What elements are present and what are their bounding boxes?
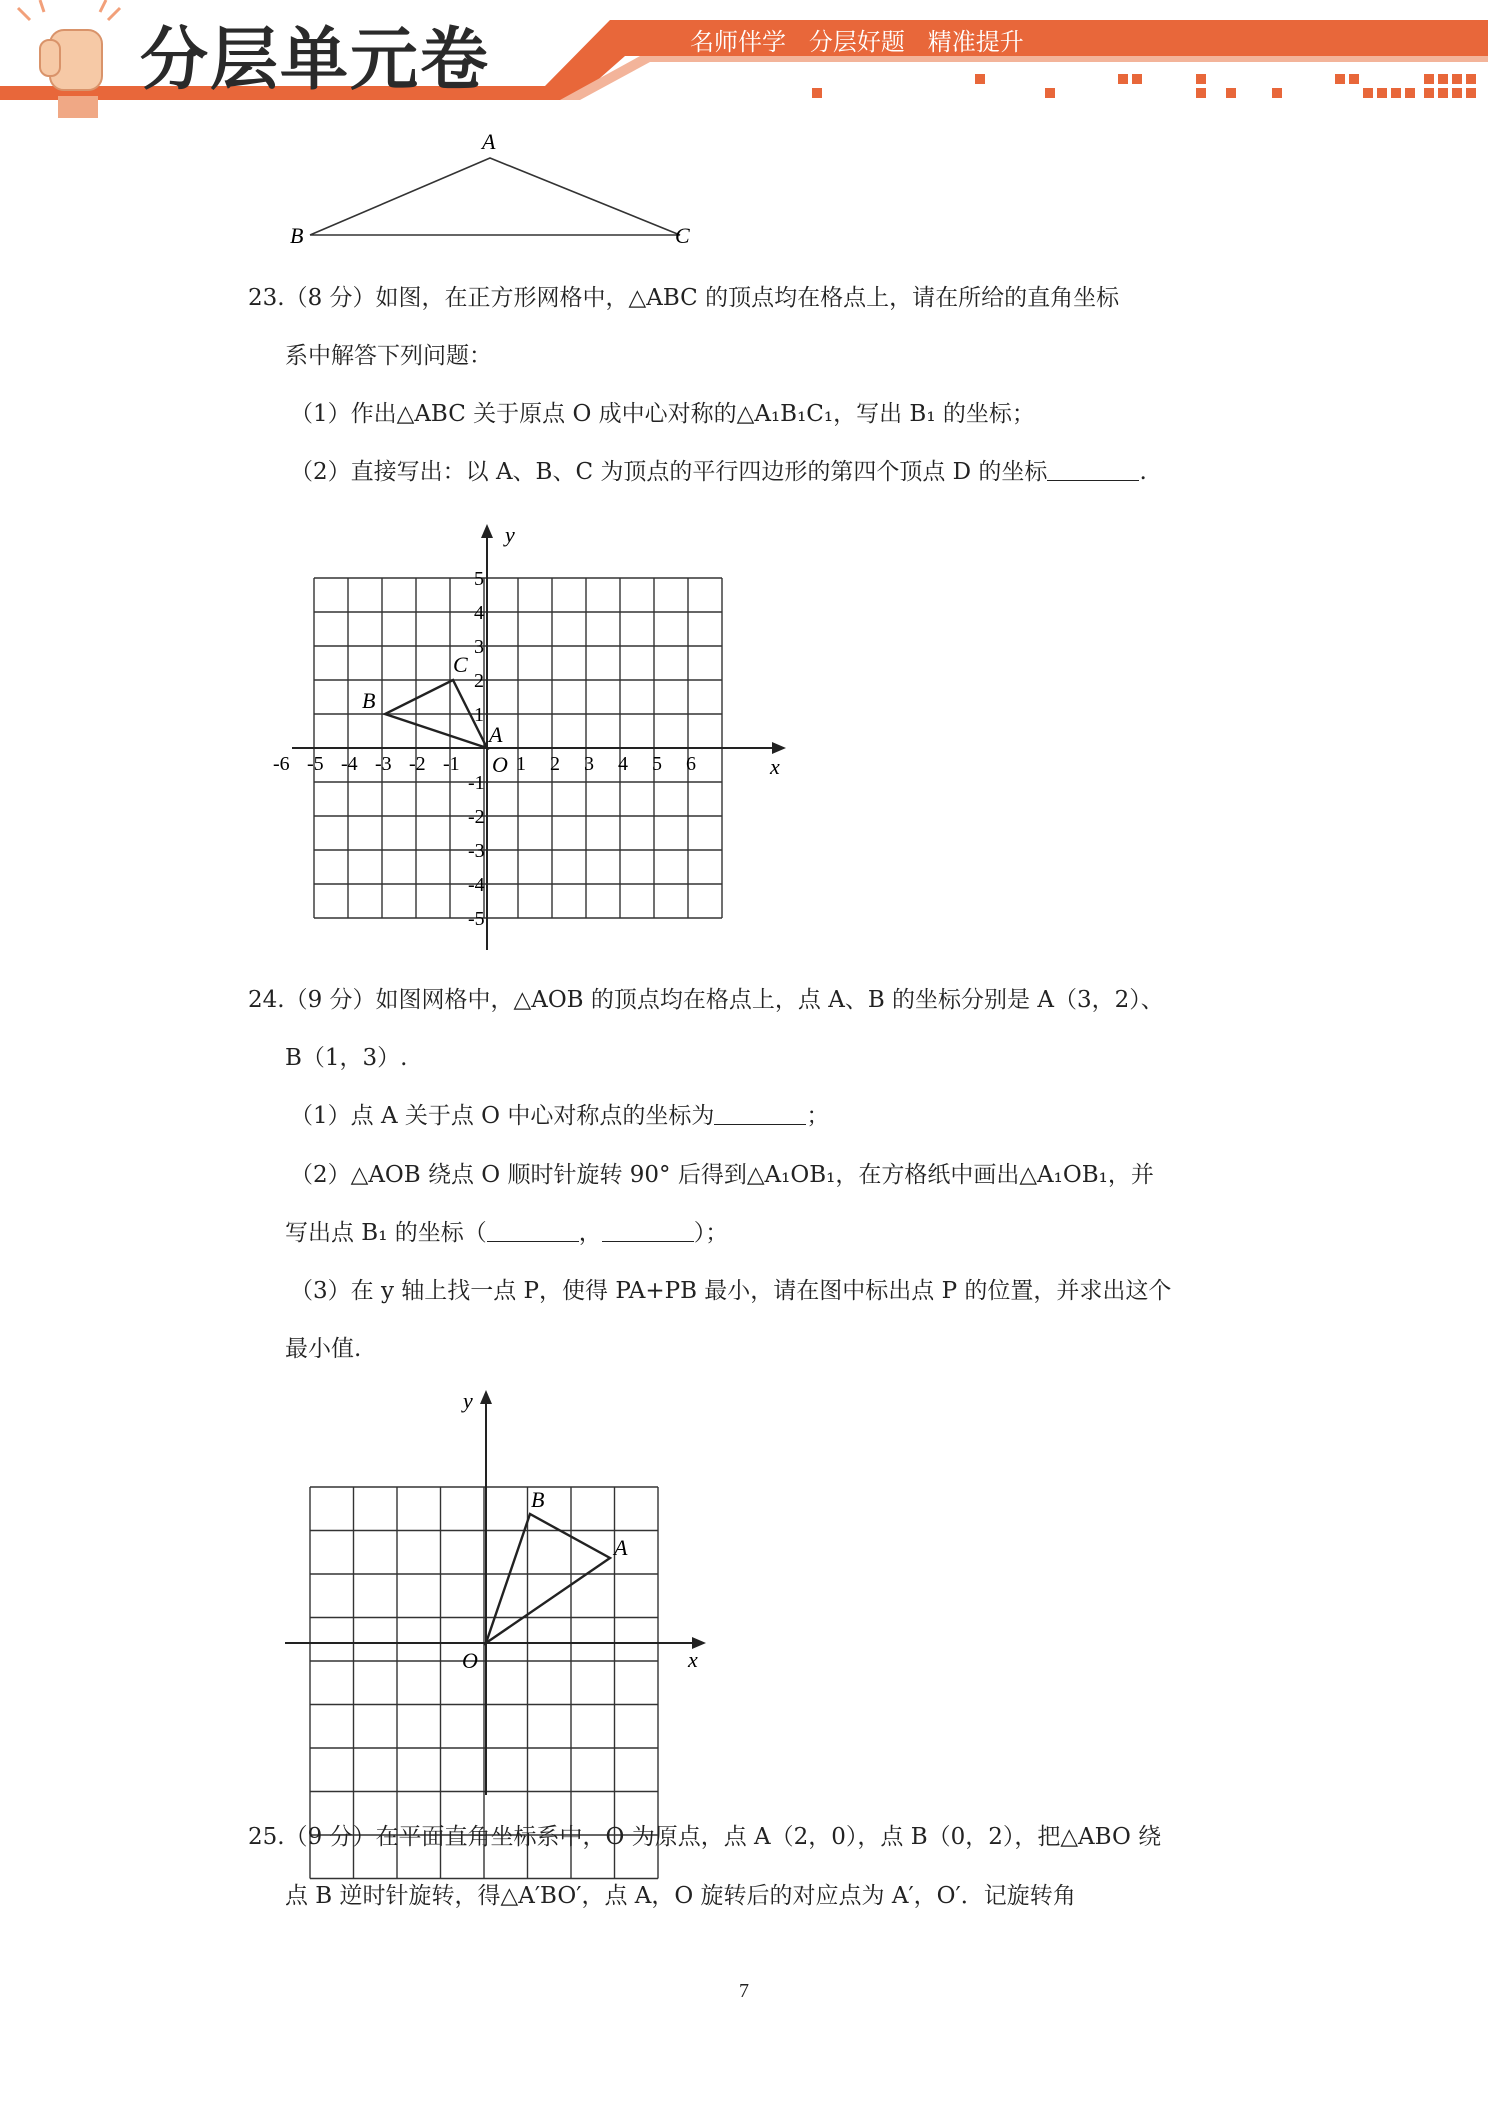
page-number: 7 bbox=[739, 1980, 749, 2002]
q24-label-b: B bbox=[531, 1487, 545, 1512]
q24-part3a: （3）在 y 轴上找一点 P，使得 PA+PB 最小，请在图中标出点 P 的位置，并求出这个 bbox=[290, 1278, 1172, 1304]
q25-line2: 点 B 逆时针旋转，得△A′BO′，点 A，O 旋转后的对应点为 A′，O′．记旋转角 bbox=[285, 1883, 1076, 1909]
q24-score: （9 分） bbox=[284, 987, 376, 1013]
figure-triangle-abc bbox=[280, 130, 710, 255]
q23-x-tick-label: 6 bbox=[686, 753, 696, 775]
q24-coordinate-grid bbox=[280, 1385, 720, 1800]
q23-part2-period: . bbox=[1139, 459, 1147, 485]
q24-text1: 如图网格中，△AOB 的顶点均在格点上，点 A、B 的坐标分别是 A（3，2）、 bbox=[375, 987, 1164, 1013]
brand-title: 分层单元卷 bbox=[140, 21, 491, 100]
q23-y-tick-label: 5 bbox=[474, 568, 484, 590]
header-dots bbox=[812, 74, 1476, 98]
q25-line1 bbox=[248, 1822, 1161, 1852]
q24-grid-lines bbox=[310, 1487, 658, 1879]
q23-label-a: A bbox=[489, 722, 503, 747]
q23-part2 bbox=[290, 457, 1147, 487]
q23-x-tick-label: -5 bbox=[307, 753, 324, 775]
q25-score: （9 分） bbox=[284, 1824, 376, 1850]
q24-part2b-start: 写出点 B₁ 的坐标（ bbox=[285, 1220, 487, 1246]
label-c: C bbox=[675, 223, 690, 248]
q24-y-label: y bbox=[463, 1388, 473, 1413]
q23-origin-label: O bbox=[492, 752, 508, 777]
q23-score: （8 分） bbox=[284, 285, 376, 311]
q24-part1-text: （1）点 A 关于点 O 中心对称点的坐标为 bbox=[290, 1103, 715, 1129]
q24-number: 24. bbox=[248, 987, 285, 1013]
q23-y-tick-label: -3 bbox=[468, 840, 485, 862]
q23-label-b: B bbox=[362, 688, 376, 713]
q24-b1y-blank[interactable] bbox=[602, 1221, 694, 1242]
q23-y-tick-label: -1 bbox=[468, 772, 485, 794]
q24-origin-label: O bbox=[462, 1648, 478, 1673]
q23-x-tick-label: 4 bbox=[618, 753, 628, 775]
q24-part1 bbox=[290, 1101, 829, 1131]
q24-part1-end: ； bbox=[806, 1103, 830, 1129]
q23-part1: （1）作出△ABC 关于原点 O 成中心对称的△A₁B₁C₁，写出 B₁ 的坐标； bbox=[290, 401, 1035, 427]
q24-part2b-mid: ， bbox=[578, 1220, 602, 1246]
q25-text1: 在平面直角坐标系中，O 为原点，点 A（2，0），点 B（0，2），把△ABO 绕 bbox=[375, 1824, 1162, 1850]
q23-part2-text: （2）直接写出：以 A、B、C 为顶点的平行四边形的第四个顶点 D 的坐标 bbox=[290, 459, 1048, 485]
q23-x-tick-label: 5 bbox=[652, 753, 662, 775]
triangle-outline bbox=[310, 158, 680, 235]
q24-part2a: （2）△AOB 绕点 O 顺时针旋转 90° 后得到△A₁OB₁，在方格纸中画出△A₁OB₁，并 bbox=[290, 1162, 1154, 1188]
q23-y-arrow bbox=[481, 524, 493, 538]
q23-x-tick-label: -3 bbox=[375, 753, 392, 775]
q24-line1 bbox=[248, 985, 1164, 1015]
q23-x-label: x bbox=[770, 754, 780, 779]
q23-y-label: y bbox=[505, 522, 515, 547]
header-stripe-light bbox=[560, 56, 1488, 100]
q23-y-tick-label: 3 bbox=[474, 636, 484, 658]
q24-y-arrow bbox=[480, 1390, 492, 1404]
q23-coordinate-grid bbox=[273, 520, 800, 960]
q23-x-tick-label: -1 bbox=[443, 753, 460, 775]
q24-line2: B（1，3）. bbox=[285, 1045, 408, 1071]
q23-number: 23. bbox=[248, 285, 285, 311]
label-a: A bbox=[482, 129, 496, 154]
q25-number: 25. bbox=[248, 1824, 285, 1850]
q23-x-tick-label: 2 bbox=[550, 753, 560, 775]
q24-x-label: x bbox=[688, 1647, 698, 1672]
page-header bbox=[0, 0, 1488, 120]
q23-y-tick-label: -5 bbox=[468, 908, 485, 930]
q24-part3b: 最小值. bbox=[285, 1336, 362, 1362]
q24-part2b-end: ）； bbox=[693, 1220, 729, 1246]
q23-y-tick-label: -4 bbox=[468, 874, 485, 896]
q23-x-tick-label: -6 bbox=[273, 753, 290, 775]
q23-x-tick-label: 1 bbox=[516, 753, 526, 775]
q23-y-tick-label: 2 bbox=[474, 670, 484, 692]
q23-text1: 如图，在正方形网格中，△ABC 的顶点均在格点上，请在所给的直角坐标 bbox=[375, 285, 1120, 311]
label-b: B bbox=[290, 223, 304, 248]
q23-x-tick-label: -2 bbox=[409, 753, 426, 775]
q23-x-arrow bbox=[772, 742, 786, 754]
q24-triangle-aob bbox=[486, 1514, 610, 1643]
q24-part1-blank[interactable] bbox=[714, 1104, 806, 1125]
q23-x-tick-label: -4 bbox=[341, 753, 358, 775]
q23-x-tick-label: 3 bbox=[584, 753, 594, 775]
q23-answer-blank[interactable] bbox=[1047, 460, 1139, 481]
q23-y-tick-label: 1 bbox=[474, 704, 484, 726]
q23-line2: 系中解答下列问题： bbox=[285, 343, 492, 369]
q24-b1x-blank[interactable] bbox=[487, 1221, 579, 1242]
fist-logo-icon bbox=[18, 0, 120, 118]
q23-y-tick-label: 4 bbox=[474, 602, 484, 624]
header-slogan: 名师伴学 分层好题 精准提升 bbox=[690, 28, 1024, 56]
q23-line1 bbox=[248, 283, 1119, 313]
q23-label-c: C bbox=[453, 652, 468, 677]
q23-y-tick-label: -2 bbox=[468, 806, 485, 828]
q24-part2b bbox=[285, 1218, 728, 1248]
q24-label-a: A bbox=[614, 1535, 628, 1560]
